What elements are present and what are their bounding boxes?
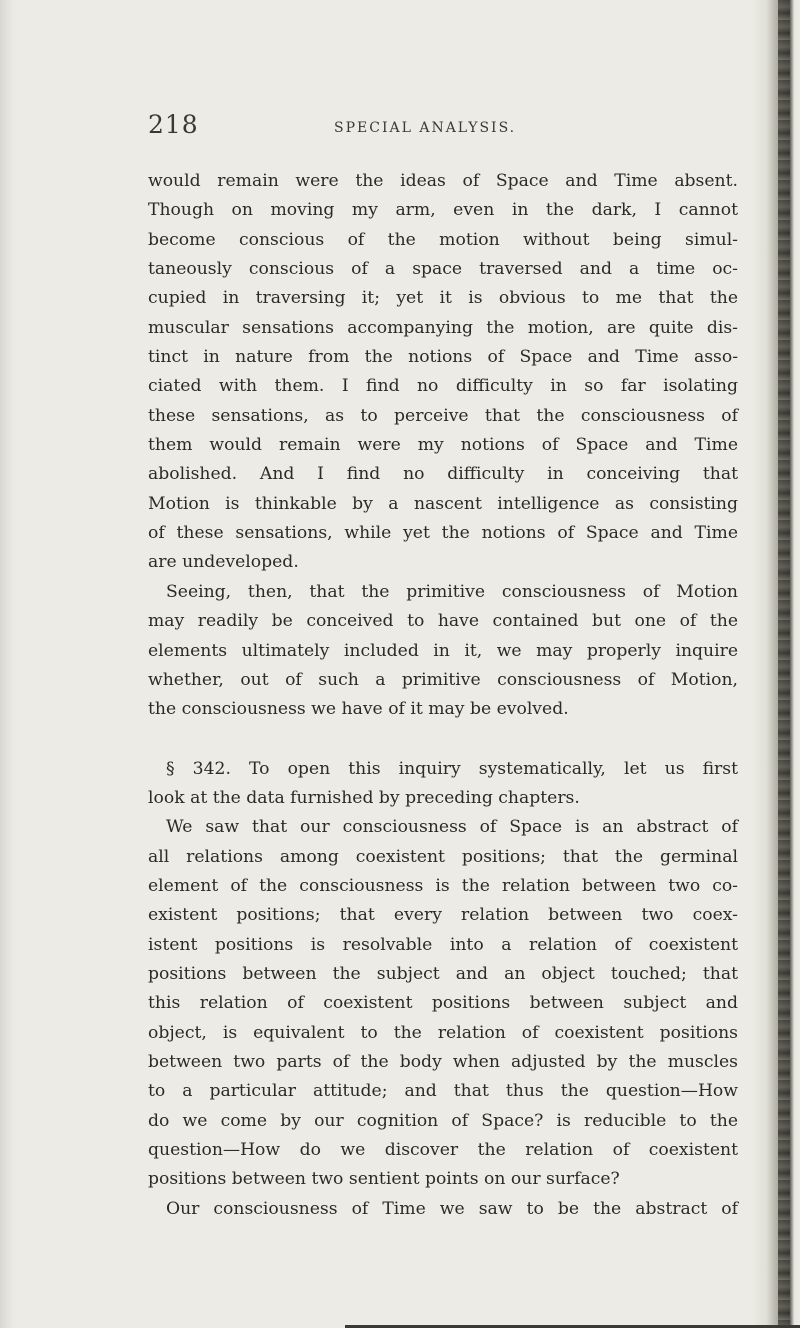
text-line: positions between the subject and an object touched; that <box>148 963 738 984</box>
text-line: this relation of coexistent positions between subject and <box>148 993 738 1014</box>
text-line: them would remain were my notions of Space and Time <box>148 435 738 456</box>
page-left-edge <box>0 0 14 1328</box>
text-line: are undeveloped. <box>148 552 299 573</box>
body-text <box>148 167 738 1224</box>
text-line: istent positions is resolvable into a relation of coexistent <box>148 934 738 955</box>
text-line: ciated with them. I find no difficulty in so far isolating <box>148 376 738 397</box>
page-binding-shadow <box>778 0 790 1328</box>
text-line: would remain were the ideas of Space and Time absent. <box>148 171 738 191</box>
text-line: to a particular attitude; and that thus the question—How <box>148 1081 738 1102</box>
text-line: cupied in traversing it; yet it is obvious to me that the <box>148 288 738 309</box>
paragraph <box>148 578 738 725</box>
paragraph <box>148 167 738 578</box>
text-line: may readily be conceived to have contained but one of the <box>148 611 738 632</box>
page-number: 218 <box>148 110 199 139</box>
text-line: of these sensations, while yet the notions of Space and Time <box>148 523 738 544</box>
text-line: element of the consciousness is the relation between two co- <box>148 875 738 896</box>
paragraph <box>148 1195 738 1224</box>
page-binding-edge <box>752 0 800 1328</box>
text-line: question—How do we discover the relation of coexistent <box>148 1140 738 1160</box>
text-line: positions between two sentient points on our surface? <box>148 1169 620 1190</box>
text-line: Seeing, then, that the primitive consciousness of Motion <box>166 581 738 602</box>
text-line: existent positions; that every relation between two coex- <box>148 905 738 926</box>
text-line: object, is equivalent to the relation of coexistent positions <box>148 1022 738 1043</box>
text-line: Our consciousness of Time we saw to be the abstract of <box>166 1198 738 1219</box>
text-line: all relations among coexistent positions; that the germinal <box>148 846 738 867</box>
text-line: do we come by our cognition of Space? is reducible to the <box>148 1110 738 1131</box>
text-line: between two parts of the body when adjusted by the muscles <box>148 1051 738 1072</box>
text-line: elements ultimately included in it, we may properly inquire <box>148 640 738 661</box>
text-line: become conscious of the motion without being simul- <box>148 229 738 250</box>
text-line: abolished. And I find no difficulty in conceiving that <box>148 464 738 485</box>
text-line: taneously conscious of a space traversed and a time oc- <box>148 259 738 280</box>
text-line: look at the data furnished by preceding chapters. <box>148 787 580 808</box>
text-line: Motion is thinkable by a nascent intelligence as consisting <box>148 493 738 514</box>
text-line: these sensations, as to perceive that the consciousness of <box>148 405 738 426</box>
text-line: tinct in nature from the notions of Space and Time asso- <box>148 347 738 368</box>
text-line: Though on moving my arm, even in the dark, I cannot <box>148 200 738 221</box>
text-line: muscular sensations accompanying the motion, are quite dis- <box>148 317 738 338</box>
text-line: § 342. To open this inquiry systematically, let us first <box>166 758 738 779</box>
text-line: the consciousness we have of it may be evolved. <box>148 699 569 720</box>
running-head: SPECIAL ANALYSIS. <box>334 120 517 136</box>
paragraph <box>148 755 738 814</box>
paragraph <box>148 813 738 1194</box>
text-line: whether, out of such a primitive consciousness of Motion, <box>148 669 738 690</box>
page-header <box>148 110 740 142</box>
text-line: We saw that our consciousness of Space is an abstract of <box>166 817 738 838</box>
